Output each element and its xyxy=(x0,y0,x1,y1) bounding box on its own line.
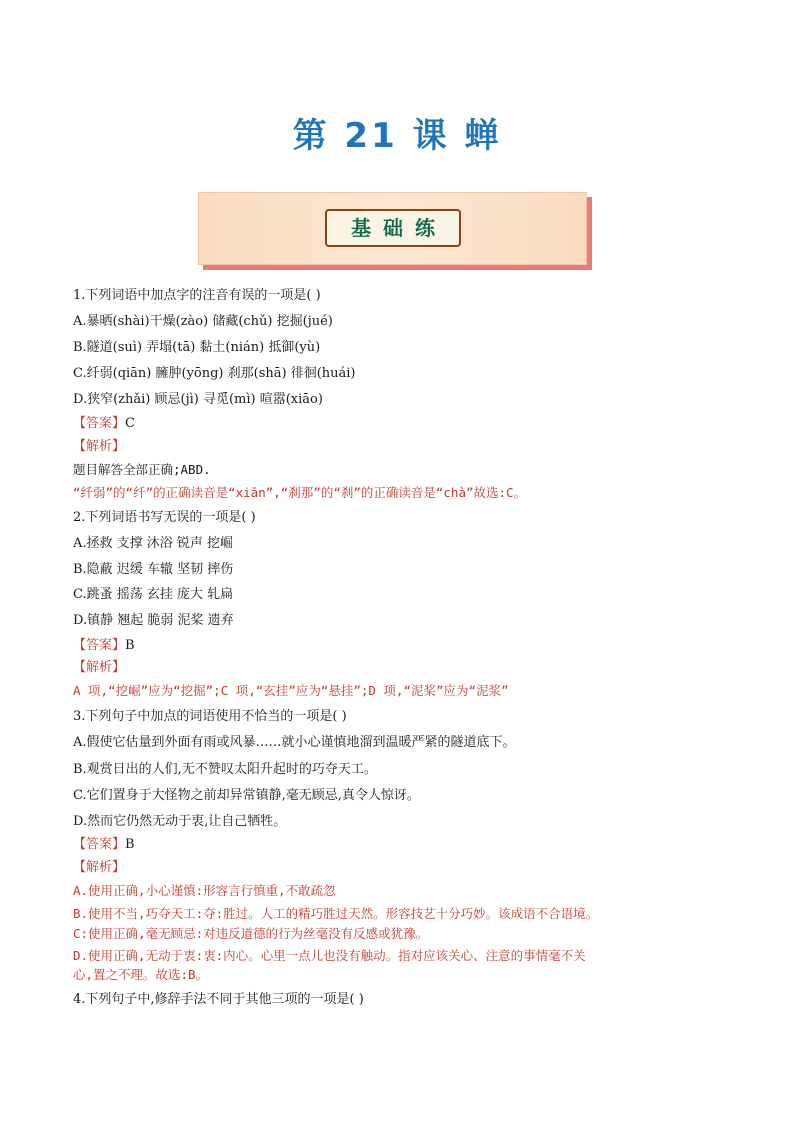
q1-option-d: D.狭窄(zhǎi) 顾忌(jì) 寻觅(mì) 喧嚣(xiāo) xyxy=(73,392,323,407)
q3-option-d: D.然而它仍然无动于衷,让自己牺牲。 xyxy=(73,814,287,829)
q4-stem: 4.下列句子中,修辞手法不同于其他三项的一项是( ) xyxy=(73,992,364,1007)
q3-stem: 3.下列句子中加点的词语使用不恰当的一项是( ) xyxy=(73,709,347,724)
q3-analysis-tag: 【解析】 xyxy=(73,860,126,875)
page-title: 第 21 课 蝉 xyxy=(292,116,502,156)
q1-option-b: B.隧道(suì) 弄塌(tā) 黏土(nián) 抵御(yù) xyxy=(73,340,321,355)
q3-analysis-3: C:使用正确,毫无顾忌:对违反道德的行为丝毫没有反感或犹豫。 xyxy=(73,926,429,941)
answer-value: C xyxy=(125,416,135,431)
q3-analysis-5: 心,置之不理。故选:B。 xyxy=(73,967,209,982)
q3-answer xyxy=(73,836,135,854)
q2-option-d: D.镇静 翘起 脆弱 泥桨 遗弃 xyxy=(73,613,234,628)
q2-stem: 2.下列词语书写无误的一项是( ) xyxy=(73,510,256,525)
q3-option-c: C.它们置身于大怪物之前却异常镇静,毫无顾忌,真令人惊讶。 xyxy=(73,788,420,803)
q2-option-c: C.跳蚤 摇荡 玄挂 庞大 轧扁 xyxy=(73,587,234,602)
q1-stem: 1.下列词语中加点字的注音有误的一项是( ) xyxy=(73,288,321,303)
answer-tag: 【答案】 xyxy=(73,638,126,653)
q1-analysis-1: 题目解答全部正确;ABD. xyxy=(73,462,211,477)
q1-option-c: C.纤弱(qiān) 臃肿(yōng) 刹那(shā) 徘徊(huái) xyxy=(73,366,356,381)
q2-answer xyxy=(73,637,135,655)
q3-analysis-2: B.使用不当,巧夺天工:夺:胜过。人工的精巧胜过天然。形容技艺十分巧妙。该成语不合语境。 xyxy=(73,906,599,921)
q1-analysis-2: “纤弱”的“纤”的正确读音是“xiān”,“刹那”的“刹”的正确读音是“chà”故选:C。 xyxy=(73,485,527,500)
q1-analysis-tag: 【解析】 xyxy=(73,439,126,454)
q3-option-a: A.假使它估量到外面有雨或风暴……就小心谨慎地溜到温暖严紧的隧道底下。 xyxy=(73,735,516,750)
q3-option-b: B.观赏日出的人们,无不赞叹太阳升起时的巧夺天工。 xyxy=(73,762,377,777)
q2-analysis-1: A 项,“挖崛”应为“挖掘”;C 项,“玄挂”应为“悬挂”;D 项,“泥桨”应为“泥浆” xyxy=(73,683,509,698)
answer-value: B xyxy=(125,837,135,852)
q2-analysis-tag: 【解析】 xyxy=(73,660,126,675)
q1-option-a: A.暴晒(shài)干燥(zào) 储藏(chǔ) 挖掘(jué) xyxy=(73,314,333,329)
q3-analysis-1: A.使用正确,小心谨慎:形容言行慎重,不敢疏忽 xyxy=(73,883,336,898)
q2-option-b: B.隐蔽 迟缓 车辙 坚韧 摔伤 xyxy=(73,562,234,577)
q1-answer xyxy=(73,415,135,433)
answer-value: B xyxy=(125,638,135,653)
section-banner xyxy=(198,192,587,265)
section-title: 基础练 xyxy=(325,209,461,247)
answer-tag: 【答案】 xyxy=(73,837,126,852)
q2-option-a: A.拯救 支撑 沐浴 锐声 挖崛 xyxy=(73,536,234,551)
q3-analysis-4: D.使用正确,无动于衷:衷:内心。心里一点儿也没有触动。指对应该关心、注意的事情毫不关 xyxy=(73,948,586,963)
answer-tag: 【答案】 xyxy=(73,416,126,431)
